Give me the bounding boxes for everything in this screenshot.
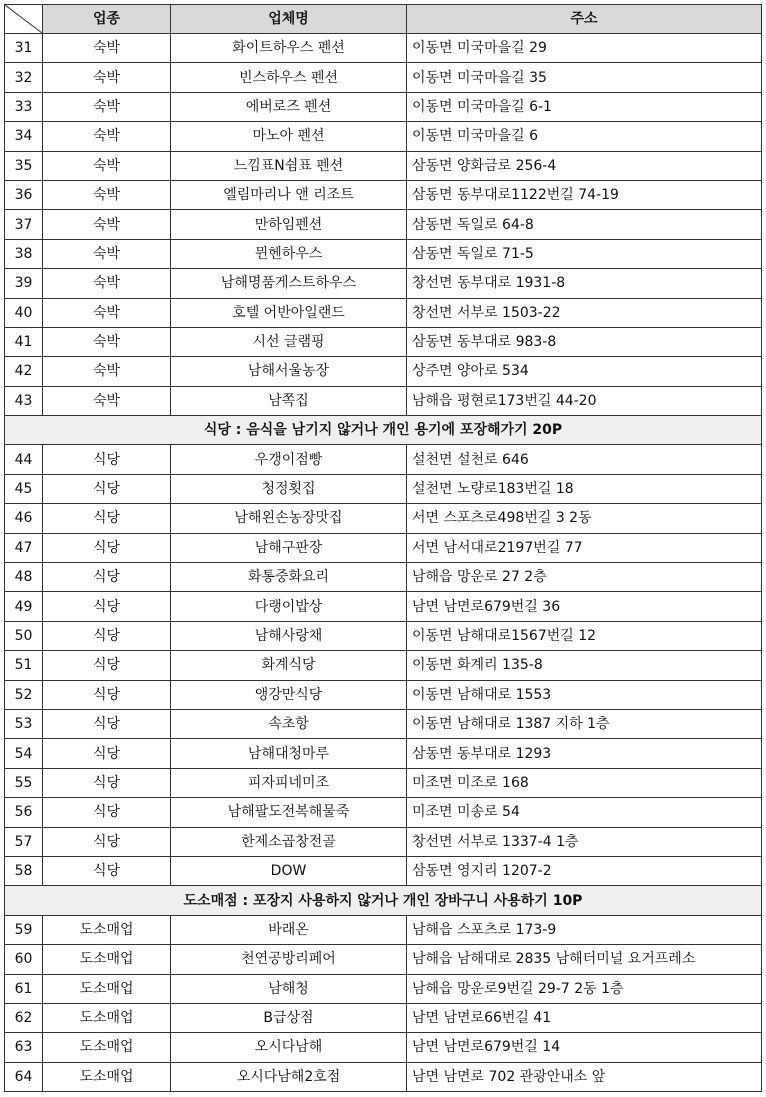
address-cell: 남면 남면로 702 관광안내소 앞 xyxy=(407,1062,762,1091)
address-cell: 삼동면 영지리 1207-2 xyxy=(407,856,762,885)
business-type-cell: 식당 xyxy=(43,621,171,650)
address-cell: 이동면 미국마을길 29 xyxy=(407,34,762,63)
business-type-cell: 식당 xyxy=(43,739,171,768)
business-name-cell: 화이트하우스 펜션 xyxy=(171,34,407,63)
business-name-cell: 마노아 펜션 xyxy=(171,122,407,151)
table-row xyxy=(5,34,762,63)
header-type: 업종 xyxy=(43,5,171,34)
table-row xyxy=(5,474,762,503)
business-type-cell: 식당 xyxy=(43,680,171,709)
address-cell: 남해읍 평현로173번길 44-20 xyxy=(407,386,762,415)
business-name-cell: 남해왼손농장맛집 xyxy=(171,504,407,533)
row-number-cell: 33 xyxy=(5,92,43,121)
business-name-cell: 남쪽집 xyxy=(171,386,407,415)
business-name-cell: 오시다남해2호점 xyxy=(171,1062,407,1091)
row-number-cell: 62 xyxy=(5,1003,43,1032)
business-type-cell: 도소매업 xyxy=(43,945,171,974)
address-cell: 창선면 서부로 1503-22 xyxy=(407,298,762,327)
address-cell: 남해읍 망운로9번길 29-7 2동 1층 xyxy=(407,974,762,1003)
business-name-cell: 빈스하우스 펜션 xyxy=(171,63,407,92)
business-name-cell: 앵강만식당 xyxy=(171,680,407,709)
business-type-cell: 도소매업 xyxy=(43,1033,171,1062)
address-cell: 삼동면 동부대로 983-8 xyxy=(407,327,762,356)
business-type-cell: 식당 xyxy=(43,651,171,680)
business-type-cell: 숙박 xyxy=(43,151,171,180)
business-name-cell: 화통중화요리 xyxy=(171,563,407,592)
business-name-cell: 남해팔도전복해물죽 xyxy=(171,798,407,827)
business-type-cell: 식당 xyxy=(43,533,171,562)
business-type-cell: 숙박 xyxy=(43,122,171,151)
business-type-cell: 식당 xyxy=(43,709,171,738)
table-row xyxy=(5,357,762,386)
business-type-cell: 도소매업 xyxy=(43,915,171,944)
address-cell: 상주면 양아로 534 xyxy=(407,357,762,386)
table-row xyxy=(5,239,762,268)
address-cell: 서면 스포츠로498번길 3 2동 xyxy=(407,504,762,533)
header-address: 주소 xyxy=(407,5,762,34)
business-name-cell: 남해구판장 xyxy=(171,533,407,562)
business-type-cell: 식당 xyxy=(43,474,171,503)
address-cell: 삼동면 독일로 64-8 xyxy=(407,210,762,239)
address-cell: 이동면 미국마을길 6-1 xyxy=(407,92,762,121)
section-title: 식당 : 음식을 남기지 않거나 개인 용기에 포장해가기 20P xyxy=(5,416,762,445)
row-number-cell: 51 xyxy=(5,651,43,680)
business-name-cell: 만하임펜션 xyxy=(171,210,407,239)
business-name-cell: 에버로즈 펜션 xyxy=(171,92,407,121)
business-name-cell: 뮌헨하우스 xyxy=(171,239,407,268)
business-name-cell: DOW xyxy=(171,856,407,885)
table-header xyxy=(5,5,762,34)
business-list-table xyxy=(4,4,762,1092)
address-cell: 남면 남면로679번길 36 xyxy=(407,592,762,621)
table-row xyxy=(5,63,762,92)
table-row xyxy=(5,386,762,415)
table-row xyxy=(5,680,762,709)
business-type-cell: 식당 xyxy=(43,445,171,474)
row-number-cell: 59 xyxy=(5,915,43,944)
table-body xyxy=(5,34,762,1092)
table-row xyxy=(5,974,762,1003)
business-name-cell: 엘림마리나 앤 리조트 xyxy=(171,180,407,209)
business-type-cell: 숙박 xyxy=(43,210,171,239)
row-number-cell: 37 xyxy=(5,210,43,239)
row-number-cell: 55 xyxy=(5,768,43,797)
row-number-cell: 49 xyxy=(5,592,43,621)
row-number-cell: 36 xyxy=(5,180,43,209)
row-number-cell: 53 xyxy=(5,709,43,738)
row-number-cell: 61 xyxy=(5,974,43,1003)
business-list-table-wrapper xyxy=(4,4,762,1092)
business-name-cell: 피자피네미조 xyxy=(171,768,407,797)
business-name-cell: 다랭이밥상 xyxy=(171,592,407,621)
table-row xyxy=(5,533,762,562)
row-number-cell: 43 xyxy=(5,386,43,415)
address-cell: 삼동면 동부대로 1293 xyxy=(407,739,762,768)
business-type-cell: 식당 xyxy=(43,592,171,621)
table-row xyxy=(5,504,762,533)
business-name-cell: 천연공방리페어 xyxy=(171,945,407,974)
business-name-cell: 느낌표N쉼표 펜션 xyxy=(171,151,407,180)
table-row xyxy=(5,269,762,298)
business-type-cell: 숙박 xyxy=(43,357,171,386)
address-cell: 창선면 동부대로 1931-8 xyxy=(407,269,762,298)
business-type-cell: 숙박 xyxy=(43,92,171,121)
table-row xyxy=(5,621,762,650)
business-name-cell: 시선 글램핑 xyxy=(171,327,407,356)
row-number-cell: 63 xyxy=(5,1033,43,1062)
address-cell: 미조면 미송로 54 xyxy=(407,798,762,827)
table-row xyxy=(5,122,762,151)
table-row xyxy=(5,945,762,974)
row-number-cell: 58 xyxy=(5,856,43,885)
address-cell: 남해읍 남해대로 2835 남해터미널 요거프레소 xyxy=(407,945,762,974)
table-row xyxy=(5,709,762,738)
business-name-cell: 남해사랑채 xyxy=(171,621,407,650)
row-number-cell: 32 xyxy=(5,63,43,92)
header-name: 업체명 xyxy=(171,5,407,34)
address-cell: 이동면 남해대로 1553 xyxy=(407,680,762,709)
business-name-cell: 청정횟집 xyxy=(171,474,407,503)
business-name-cell: B급상점 xyxy=(171,1003,407,1032)
row-number-cell: 52 xyxy=(5,680,43,709)
row-number-cell: 39 xyxy=(5,269,43,298)
business-type-cell: 숙박 xyxy=(43,386,171,415)
address-cell: 이동면 화계리 135-8 xyxy=(407,651,762,680)
row-number-cell: 47 xyxy=(5,533,43,562)
diagonal-line-icon xyxy=(5,5,42,33)
address-cell: 서면 남서대로2197번길 77 xyxy=(407,533,762,562)
address-cell: 남면 남면로679번길 14 xyxy=(407,1033,762,1062)
row-number-cell: 60 xyxy=(5,945,43,974)
address-cell: 이동면 미국마을길 6 xyxy=(407,122,762,151)
address-cell: 삼동면 독일로 71-5 xyxy=(407,239,762,268)
business-type-cell: 숙박 xyxy=(43,298,171,327)
table-row xyxy=(5,327,762,356)
row-number-cell: 46 xyxy=(5,504,43,533)
business-type-cell: 숙박 xyxy=(43,269,171,298)
business-name-cell: 오시다남해 xyxy=(171,1033,407,1062)
header-row xyxy=(5,5,762,34)
business-type-cell: 식당 xyxy=(43,768,171,797)
business-name-cell: 우갱이점빵 xyxy=(171,445,407,474)
business-type-cell: 식당 xyxy=(43,827,171,856)
row-number-cell: 35 xyxy=(5,151,43,180)
row-number-cell: 48 xyxy=(5,563,43,592)
table-row xyxy=(5,592,762,621)
row-number-cell: 57 xyxy=(5,827,43,856)
address-cell: 설천면 노량로183번길 18 xyxy=(407,474,762,503)
section-title: 도소매점 : 포장지 사용하지 않거나 개인 장바구니 사용하기 10P xyxy=(5,886,762,915)
business-name-cell: 남해서울농장 xyxy=(171,357,407,386)
business-type-cell: 숙박 xyxy=(43,239,171,268)
address-cell: 이동면 남해대로1567번길 12 xyxy=(407,621,762,650)
table-row xyxy=(5,180,762,209)
address-cell: 삼동면 양화금로 256-4 xyxy=(407,151,762,180)
address-cell: 창선면 서부로 1337-4 1층 xyxy=(407,827,762,856)
business-name-cell: 남해명품게스트하우스 xyxy=(171,269,407,298)
diagonal-corner-cell xyxy=(5,5,43,34)
business-type-cell: 도소매업 xyxy=(43,1062,171,1091)
row-number-cell: 56 xyxy=(5,798,43,827)
address-cell: 설천면 설천로 646 xyxy=(407,445,762,474)
table-row xyxy=(5,1033,762,1062)
section-header-row xyxy=(5,886,762,915)
address-cell: 남면 남면로66번길 41 xyxy=(407,1003,762,1032)
address-cell: 삼동면 동부대로1122번길 74-19 xyxy=(407,180,762,209)
business-name-cell: 화계식당 xyxy=(171,651,407,680)
table-row xyxy=(5,151,762,180)
table-row xyxy=(5,798,762,827)
table-row xyxy=(5,1003,762,1032)
table-row xyxy=(5,1062,762,1091)
address-cell: 이동면 미국마을길 35 xyxy=(407,63,762,92)
table-row xyxy=(5,445,762,474)
row-number-cell: 34 xyxy=(5,122,43,151)
table-row xyxy=(5,915,762,944)
business-name-cell: 한제소곱창전골 xyxy=(171,827,407,856)
business-type-cell: 숙박 xyxy=(43,63,171,92)
address-cell: 남해읍 스포츠로 173-9 xyxy=(407,915,762,944)
section-header-row xyxy=(5,416,762,445)
table-row xyxy=(5,768,762,797)
business-type-cell: 식당 xyxy=(43,856,171,885)
row-number-cell: 54 xyxy=(5,739,43,768)
business-name-cell: 바래온 xyxy=(171,915,407,944)
table-row xyxy=(5,739,762,768)
row-number-cell: 31 xyxy=(5,34,43,63)
address-cell: 이동면 남해대로 1387 지하 1층 xyxy=(407,709,762,738)
business-type-cell: 도소매업 xyxy=(43,1003,171,1032)
business-type-cell: 식당 xyxy=(43,504,171,533)
address-cell: 미조면 미조로 168 xyxy=(407,768,762,797)
row-number-cell: 40 xyxy=(5,298,43,327)
business-type-cell: 숙박 xyxy=(43,34,171,63)
table-row xyxy=(5,92,762,121)
business-name-cell: 남해대청마루 xyxy=(171,739,407,768)
business-type-cell: 식당 xyxy=(43,563,171,592)
table-row xyxy=(5,210,762,239)
business-name-cell: 남해청 xyxy=(171,974,407,1003)
row-number-cell: 50 xyxy=(5,621,43,650)
row-number-cell: 64 xyxy=(5,1062,43,1091)
business-name-cell: 속초항 xyxy=(171,709,407,738)
table-row xyxy=(5,651,762,680)
address-cell: 남해읍 망운로 27 2층 xyxy=(407,563,762,592)
business-type-cell: 식당 xyxy=(43,798,171,827)
row-number-cell: 41 xyxy=(5,327,43,356)
table-row xyxy=(5,827,762,856)
business-type-cell: 도소매업 xyxy=(43,974,171,1003)
row-number-cell: 42 xyxy=(5,357,43,386)
table-row xyxy=(5,563,762,592)
business-name-cell: 호텔 어반아일랜드 xyxy=(171,298,407,327)
business-type-cell: 숙박 xyxy=(43,180,171,209)
row-number-cell: 44 xyxy=(5,445,43,474)
row-number-cell: 45 xyxy=(5,474,43,503)
business-type-cell: 숙박 xyxy=(43,327,171,356)
table-row xyxy=(5,856,762,885)
table-row xyxy=(5,298,762,327)
row-number-cell: 38 xyxy=(5,239,43,268)
